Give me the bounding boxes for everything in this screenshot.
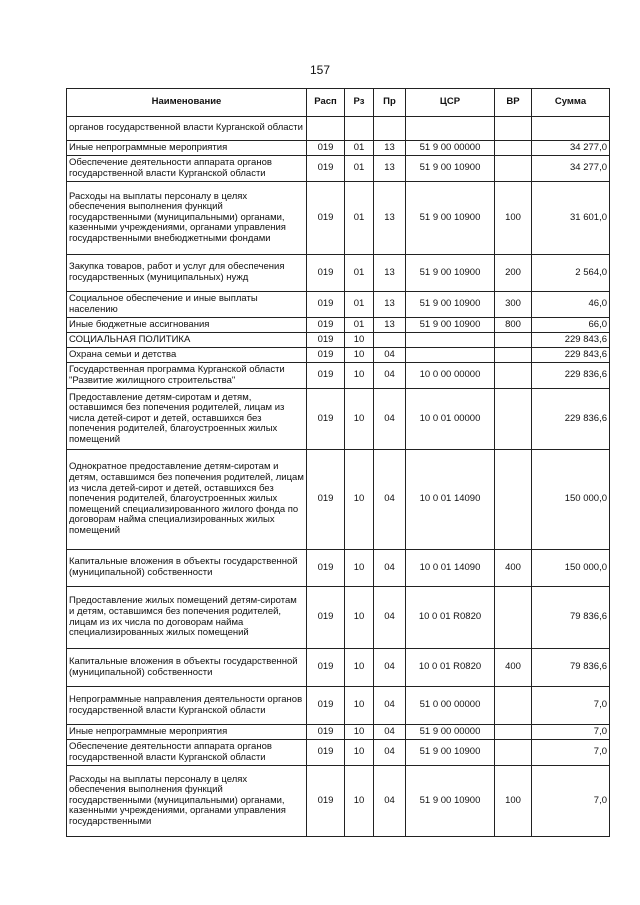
cell-pr: 04 bbox=[374, 649, 406, 687]
cell-rasp: 019 bbox=[307, 292, 345, 318]
cell-csr: 10 0 00 00000 bbox=[406, 363, 495, 389]
cell-rasp: 019 bbox=[307, 587, 345, 649]
cell-csr: 51 9 00 10900 bbox=[406, 255, 495, 292]
cell-name: Социальное обеспечение и иные выплаты населению bbox=[67, 292, 307, 318]
cell-sum: 229 843,6 bbox=[532, 333, 610, 348]
cell-sum: 229 843,6 bbox=[532, 348, 610, 363]
cell-rasp: 019 bbox=[307, 740, 345, 766]
table-row bbox=[67, 725, 610, 740]
cell-name: Иные непрограммные мероприятия bbox=[67, 725, 307, 740]
cell-pr: 04 bbox=[374, 687, 406, 725]
cell-name: Иные непрограммные мероприятия bbox=[67, 141, 307, 156]
cell-rz: 01 bbox=[345, 255, 374, 292]
page-number: 157 bbox=[309, 63, 331, 77]
cell-sum: 7,0 bbox=[532, 687, 610, 725]
cell-sum: 229 836,6 bbox=[532, 389, 610, 450]
table-row bbox=[67, 156, 610, 182]
cell-pr: 13 bbox=[374, 156, 406, 182]
cell-rz: 10 bbox=[345, 766, 374, 837]
cell-rz: 01 bbox=[345, 182, 374, 255]
table-row bbox=[67, 255, 610, 292]
cell-rz: 01 bbox=[345, 292, 374, 318]
cell-sum: 150 000,0 bbox=[532, 550, 610, 587]
cell-rz: 10 bbox=[345, 587, 374, 649]
table-row bbox=[67, 318, 610, 333]
cell-rz: 10 bbox=[345, 687, 374, 725]
table-row bbox=[67, 649, 610, 687]
cell-vr: 400 bbox=[495, 649, 532, 687]
cell-vr: 200 bbox=[495, 255, 532, 292]
cell-vr bbox=[495, 333, 532, 348]
table-body bbox=[67, 117, 610, 837]
cell-name: Расходы на выплаты персоналу в целях обеспечения выполнения функций государственными (муниципальными) органами, казенными учреждениями, органами управления государственными bbox=[67, 766, 307, 837]
table-row bbox=[67, 450, 610, 550]
budget-table bbox=[66, 88, 610, 837]
table-row bbox=[67, 117, 610, 141]
header-csr: ЦСР bbox=[406, 89, 495, 117]
cell-csr: 51 9 00 00000 bbox=[406, 141, 495, 156]
cell-sum: 46,0 bbox=[532, 292, 610, 318]
cell-name: Охрана семьи и детства bbox=[67, 348, 307, 363]
cell-vr bbox=[495, 687, 532, 725]
cell-csr: 51 0 00 00000 bbox=[406, 687, 495, 725]
table-row bbox=[67, 333, 610, 348]
cell-pr: 04 bbox=[374, 725, 406, 740]
table-row bbox=[67, 389, 610, 450]
cell-rasp: 019 bbox=[307, 318, 345, 333]
cell-pr: 13 bbox=[374, 141, 406, 156]
cell-sum: 150 000,0 bbox=[532, 450, 610, 550]
cell-rasp: 019 bbox=[307, 141, 345, 156]
cell-vr bbox=[495, 141, 532, 156]
cell-rz: 10 bbox=[345, 363, 374, 389]
cell-name: СОЦИАЛЬНАЯ ПОЛИТИКА bbox=[67, 333, 307, 348]
cell-vr bbox=[495, 389, 532, 450]
cell-csr: 51 9 00 10900 bbox=[406, 292, 495, 318]
cell-sum: 34 277,0 bbox=[532, 156, 610, 182]
cell-pr bbox=[374, 117, 406, 141]
table-row bbox=[67, 550, 610, 587]
table-row bbox=[67, 182, 610, 255]
cell-rasp: 019 bbox=[307, 333, 345, 348]
cell-name: Расходы на выплаты персоналу в целях обеспечения выполнения функций государственными (муниципальными) органами, казенными учреждениями, органами управления государственными внебюджетными фондами bbox=[67, 182, 307, 255]
cell-sum: 79 836,6 bbox=[532, 587, 610, 649]
cell-vr bbox=[495, 725, 532, 740]
cell-pr: 13 bbox=[374, 318, 406, 333]
cell-pr: 04 bbox=[374, 587, 406, 649]
cell-rasp: 019 bbox=[307, 687, 345, 725]
cell-csr: 51 9 00 10900 bbox=[406, 318, 495, 333]
cell-name: Обеспечение деятельности аппарата органов государственной власти Курганской области bbox=[67, 156, 307, 182]
cell-vr: 100 bbox=[495, 766, 532, 837]
cell-vr: 300 bbox=[495, 292, 532, 318]
cell-pr: 04 bbox=[374, 550, 406, 587]
cell-csr: 51 9 00 10900 bbox=[406, 156, 495, 182]
cell-name: Закупка товаров, работ и услуг для обеспечения государственных (муниципальных) нужд bbox=[67, 255, 307, 292]
cell-sum: 66,0 bbox=[532, 318, 610, 333]
cell-vr bbox=[495, 156, 532, 182]
cell-name: органов государственной власти Курганской области bbox=[67, 117, 307, 141]
cell-vr: 100 bbox=[495, 182, 532, 255]
cell-rasp: 019 bbox=[307, 182, 345, 255]
cell-vr bbox=[495, 348, 532, 363]
cell-rasp: 019 bbox=[307, 550, 345, 587]
cell-name: Предоставление жилых помещений детям-сиротам и детям, оставшимся без попечения родителей, лицам из их числа по договорам найма специализированных жилых помещений bbox=[67, 587, 307, 649]
table-row bbox=[67, 766, 610, 837]
cell-rasp: 019 bbox=[307, 450, 345, 550]
cell-rz: 10 bbox=[345, 740, 374, 766]
cell-rasp: 019 bbox=[307, 348, 345, 363]
header-pr: Пр bbox=[374, 89, 406, 117]
cell-vr: 800 bbox=[495, 318, 532, 333]
cell-name: Обеспечение деятельности аппарата органов государственной власти Курганской области bbox=[67, 740, 307, 766]
cell-csr: 51 9 00 00000 bbox=[406, 725, 495, 740]
cell-rasp bbox=[307, 117, 345, 141]
cell-rz: 10 bbox=[345, 348, 374, 363]
table-row bbox=[67, 348, 610, 363]
table-row bbox=[67, 687, 610, 725]
cell-sum: 79 836,6 bbox=[532, 649, 610, 687]
cell-name: Предоставление детям-сиротам и детям, оставшимся без попечения родителей, лицам из числа детей-сирот и детей, оставшихся без попечения родителей, благоустроенных жилых помещений bbox=[67, 389, 307, 450]
header-vr: ВР bbox=[495, 89, 532, 117]
cell-pr: 13 bbox=[374, 292, 406, 318]
cell-name: Капитальные вложения в объекты государственной (муниципальной) собственности bbox=[67, 550, 307, 587]
cell-vr bbox=[495, 587, 532, 649]
cell-rz: 01 bbox=[345, 141, 374, 156]
table-row bbox=[67, 141, 610, 156]
cell-rasp: 019 bbox=[307, 156, 345, 182]
cell-pr bbox=[374, 333, 406, 348]
cell-rasp: 019 bbox=[307, 363, 345, 389]
header-sum: Сумма bbox=[532, 89, 610, 117]
cell-csr: 51 9 00 10900 bbox=[406, 766, 495, 837]
cell-sum: 7,0 bbox=[532, 766, 610, 837]
cell-vr bbox=[495, 117, 532, 141]
cell-rz bbox=[345, 117, 374, 141]
cell-sum: 229 836,6 bbox=[532, 363, 610, 389]
cell-pr: 13 bbox=[374, 182, 406, 255]
cell-name: Иные бюджетные ассигнования bbox=[67, 318, 307, 333]
cell-rz: 10 bbox=[345, 725, 374, 740]
cell-csr: 10 0 01 R0820 bbox=[406, 649, 495, 687]
cell-pr: 13 bbox=[374, 255, 406, 292]
cell-csr bbox=[406, 117, 495, 141]
cell-csr: 10 0 01 R0820 bbox=[406, 587, 495, 649]
cell-rasp: 019 bbox=[307, 725, 345, 740]
cell-rz: 01 bbox=[345, 318, 374, 333]
cell-pr: 04 bbox=[374, 450, 406, 550]
cell-csr: 10 0 01 14090 bbox=[406, 550, 495, 587]
table-row bbox=[67, 740, 610, 766]
cell-sum: 34 277,0 bbox=[532, 141, 610, 156]
cell-csr: 10 0 01 14090 bbox=[406, 450, 495, 550]
cell-vr bbox=[495, 450, 532, 550]
cell-rz: 10 bbox=[345, 649, 374, 687]
cell-rz: 10 bbox=[345, 333, 374, 348]
cell-csr: 10 0 01 00000 bbox=[406, 389, 495, 450]
cell-name: Непрограммные направления деятельности органов государственной власти Курганской области bbox=[67, 687, 307, 725]
cell-rz: 10 bbox=[345, 450, 374, 550]
cell-csr: 51 9 00 10900 bbox=[406, 740, 495, 766]
cell-csr bbox=[406, 333, 495, 348]
header-rasp: Расп bbox=[307, 89, 345, 117]
header-rz: Рз bbox=[345, 89, 374, 117]
table-row bbox=[67, 292, 610, 318]
cell-rasp: 019 bbox=[307, 649, 345, 687]
cell-vr bbox=[495, 740, 532, 766]
cell-pr: 04 bbox=[374, 348, 406, 363]
cell-pr: 04 bbox=[374, 740, 406, 766]
cell-name: Государственная программа Курганской области "Развитие жилищного строительства" bbox=[67, 363, 307, 389]
cell-name: Капитальные вложения в объекты государственной (муниципальной) собственности bbox=[67, 649, 307, 687]
cell-name: Однократное предоставление детям-сиротам и детям, оставшимся без попечения родителей, лицам из числа детей-сирот и детей, оставшихся без попечения родителей, благоустроенных жилых помещений специализированного жилого фонда по договорам найма специализированных жилых помещений bbox=[67, 450, 307, 550]
cell-pr: 04 bbox=[374, 766, 406, 837]
cell-sum: 2 564,0 bbox=[532, 255, 610, 292]
cell-sum bbox=[532, 117, 610, 141]
table-row bbox=[67, 587, 610, 649]
cell-vr: 400 bbox=[495, 550, 532, 587]
cell-pr: 04 bbox=[374, 363, 406, 389]
cell-rz: 10 bbox=[345, 550, 374, 587]
cell-rasp: 019 bbox=[307, 389, 345, 450]
table-row bbox=[67, 363, 610, 389]
cell-rasp: 019 bbox=[307, 766, 345, 837]
cell-rz: 01 bbox=[345, 156, 374, 182]
cell-sum: 7,0 bbox=[532, 740, 610, 766]
cell-vr bbox=[495, 363, 532, 389]
cell-csr: 51 9 00 10900 bbox=[406, 182, 495, 255]
cell-rasp: 019 bbox=[307, 255, 345, 292]
header-name: Наименование bbox=[67, 89, 307, 117]
cell-rz: 10 bbox=[345, 389, 374, 450]
cell-sum: 31 601,0 bbox=[532, 182, 610, 255]
header-row bbox=[67, 89, 610, 117]
cell-sum: 7,0 bbox=[532, 725, 610, 740]
cell-csr bbox=[406, 348, 495, 363]
cell-pr: 04 bbox=[374, 389, 406, 450]
